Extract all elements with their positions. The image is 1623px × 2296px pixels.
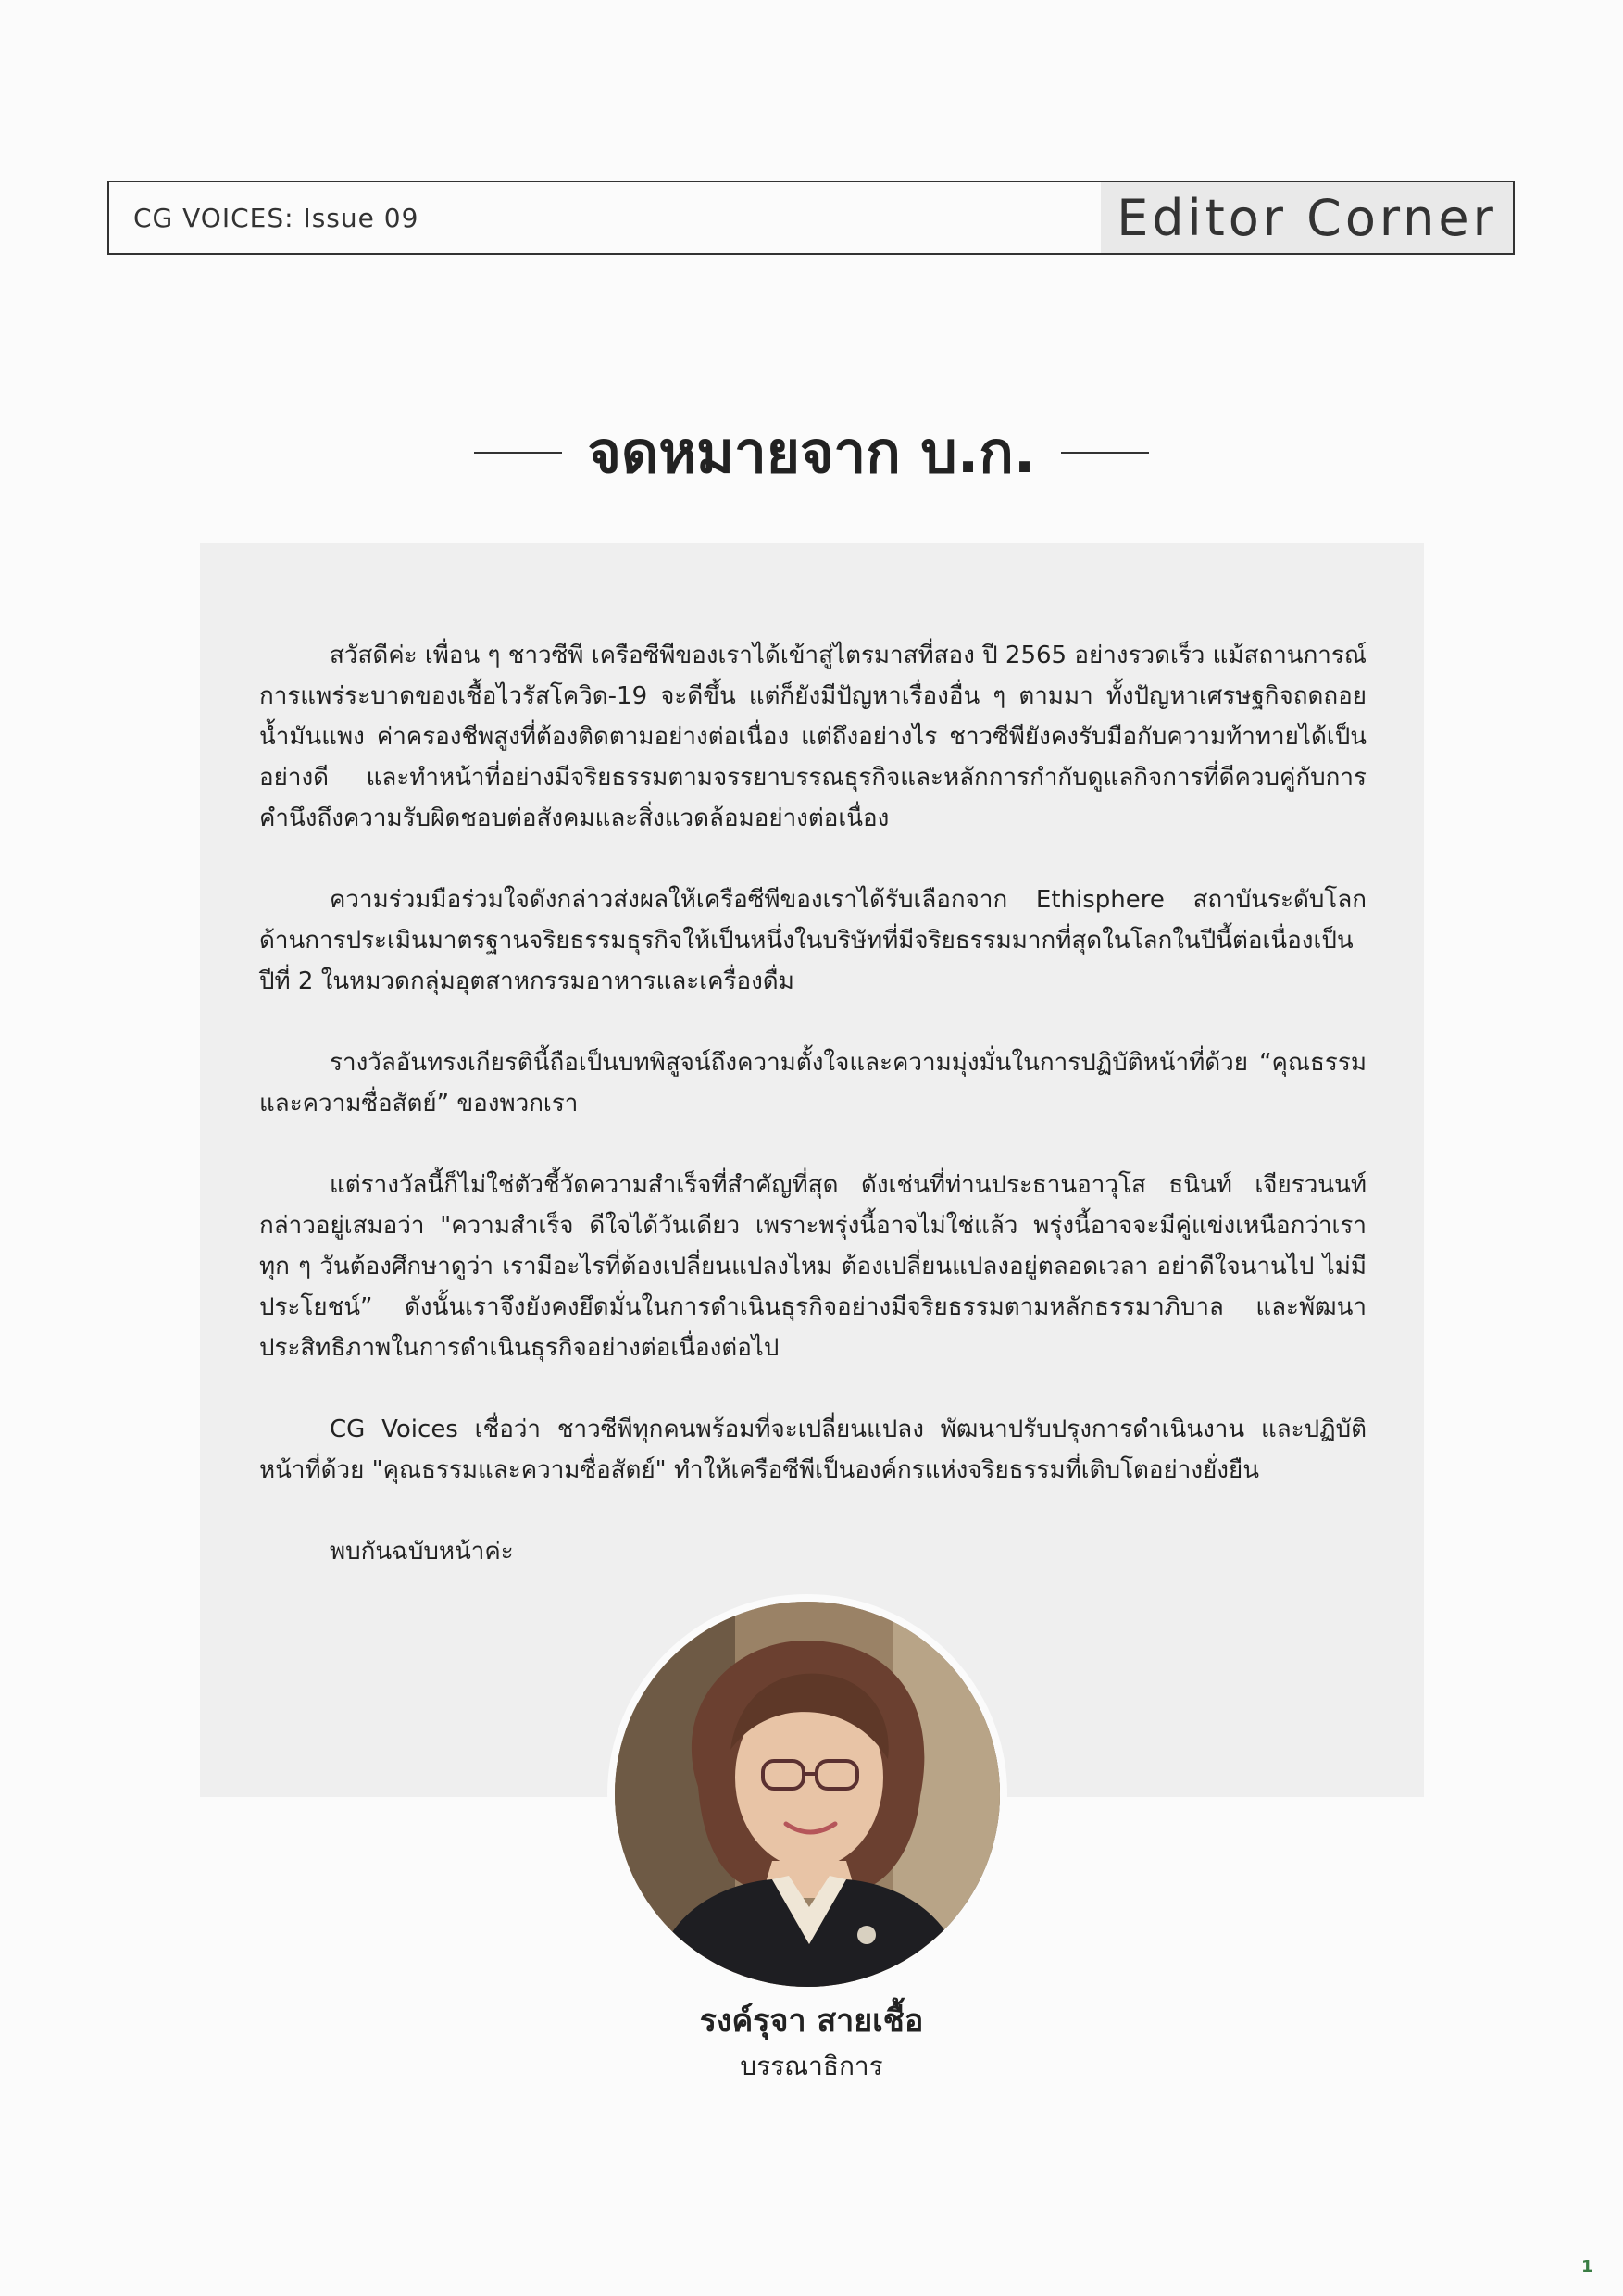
letter-paragraph: สวัสดีค่ะ เพื่อน ๆ ชาวซีพี เครือซีพีของเราได้เข้าสู่ไตรมาสที่สอง ปี 2565 อย่างรวดเร็ว แม้สถานการณ์การแพร่ระบาดของเชื้อไวรัสโควิด-19 จะดีขึ้น แต่ก็ยังมีปัญหาเรื่องอื่น ๆ ตามมา ทั้งปัญหาเศรษฐกิจถดถอย น้ำมันแพง ค่าครองชีพสูงที่ต้องติดตามอย่างต่อเนื่อง แต่ถึงอย่างไร ชาวซีพียังคงรับมือกับความท้าทายได้เป็นอย่างดี และทำหน้าที่อย่างมีจริยธรรมตามจรรยาบรรณธุรกิจและหลักการกำกับดูแลกิจการที่ดีควบคู่กับการคำนึงถึงความรับผิดชอบต่อสังคมและสิ่งแวดล้อมอย่างต่อเนื่อง <box>259 642 1367 832</box>
title-row <box>0 407 1623 498</box>
editor-name: รงค์รุจา สายเชื้อ <box>699 2003 924 2040</box>
title-rule-right <box>1061 452 1149 454</box>
page-title: จดหมายจาก บ.ก. <box>587 418 1036 486</box>
issue-header <box>107 181 1515 255</box>
section-title: Editor Corner <box>1101 182 1513 253</box>
letter-closing: พบกันฉบับหน้าค่ะ <box>330 1538 514 1566</box>
letter-paragraph: ความร่วมมือร่วมใจดังกล่าวส่งผลให้เครือซีพีของเราได้รับเลือกจาก Ethisphere สถาบันระดับโลกด้านการประเมินมาตรฐานจริยธรรมธุรกิจให้เป็นหนึ่งในบริษัทที่มีจริยธรรมมากที่สุดในโลกในปีนี้ต่อเนื่องเป็นปีที่ 2 ในหมวดกลุ่มอุตสาหกรรมอาหารและเครื่องดื่ม <box>259 886 1367 995</box>
letter-body <box>259 635 1367 1572</box>
editor-role: บรรณาธิการ <box>740 2051 883 2081</box>
letter-paragraph: แต่รางวัลนี้ก็ไม่ใช่ตัวชี้วัดความสำเร็จที่สำคัญที่สุด ดังเช่นที่ท่านประธานอาวุโส ธนินท์ เจียรวนนท์ กล่าวอยู่เสมอว่า "ความสำเร็จ ดีใจได้วันเดียว เพราะพรุ่งนี้อาจไม่ใช่แล้ว พรุ่งนี้อาจจะมีคู่แข่งเหนือกว่าเรา ทุก ๆ วันต้องศึกษาดูว่า เรามีอะไรที่ต้องเปลี่ยนแปลงไหม ต้องเปลี่ยนแปลงอยู่ตลอดเวลา อย่าดีใจนานไป ไม่มีประโยชน์” ดังนั้นเราจึงยังคงยึดมั่นในการดำเนินธุรกิจอย่างมีจริยธรรมตามหลักธรรมาภิบาล และพัฒนาประสิทธิภาพในการดำเนินธุรกิจอย่างต่อเนื่องต่อไป <box>259 1171 1367 1362</box>
letter-paragraph: CG Voices เชื่อว่า ชาวซีพีทุกคนพร้อมที่จะเปลี่ยนแปลง พัฒนาปรับปรุงการดำเนินงาน และปฏิบัติหน้าที่ด้วย "คุณธรรมและความซื่อสัตย์" ทำให้เครือซีพีเป็นองค์กรแห่งจริยธรรมที่เติบโตอย่างยั่งยืน <box>259 1416 1367 1484</box>
editor-portrait <box>615 1602 1000 1987</box>
issue-label: CG VOICES: Issue 09 <box>133 202 419 233</box>
title-rule-left <box>474 452 562 454</box>
page-number: 1 <box>1581 2257 1593 2277</box>
letter-paragraph: รางวัลอันทรงเกียรตินี้ถือเป็นบทพิสูจน์ถึงความตั้งใจและความมุ่งมั่นในการปฏิบัติหน้าที่ด้วย “คุณธรรมและความซื่อสัตย์” ของพวกเรา <box>259 1049 1367 1117</box>
